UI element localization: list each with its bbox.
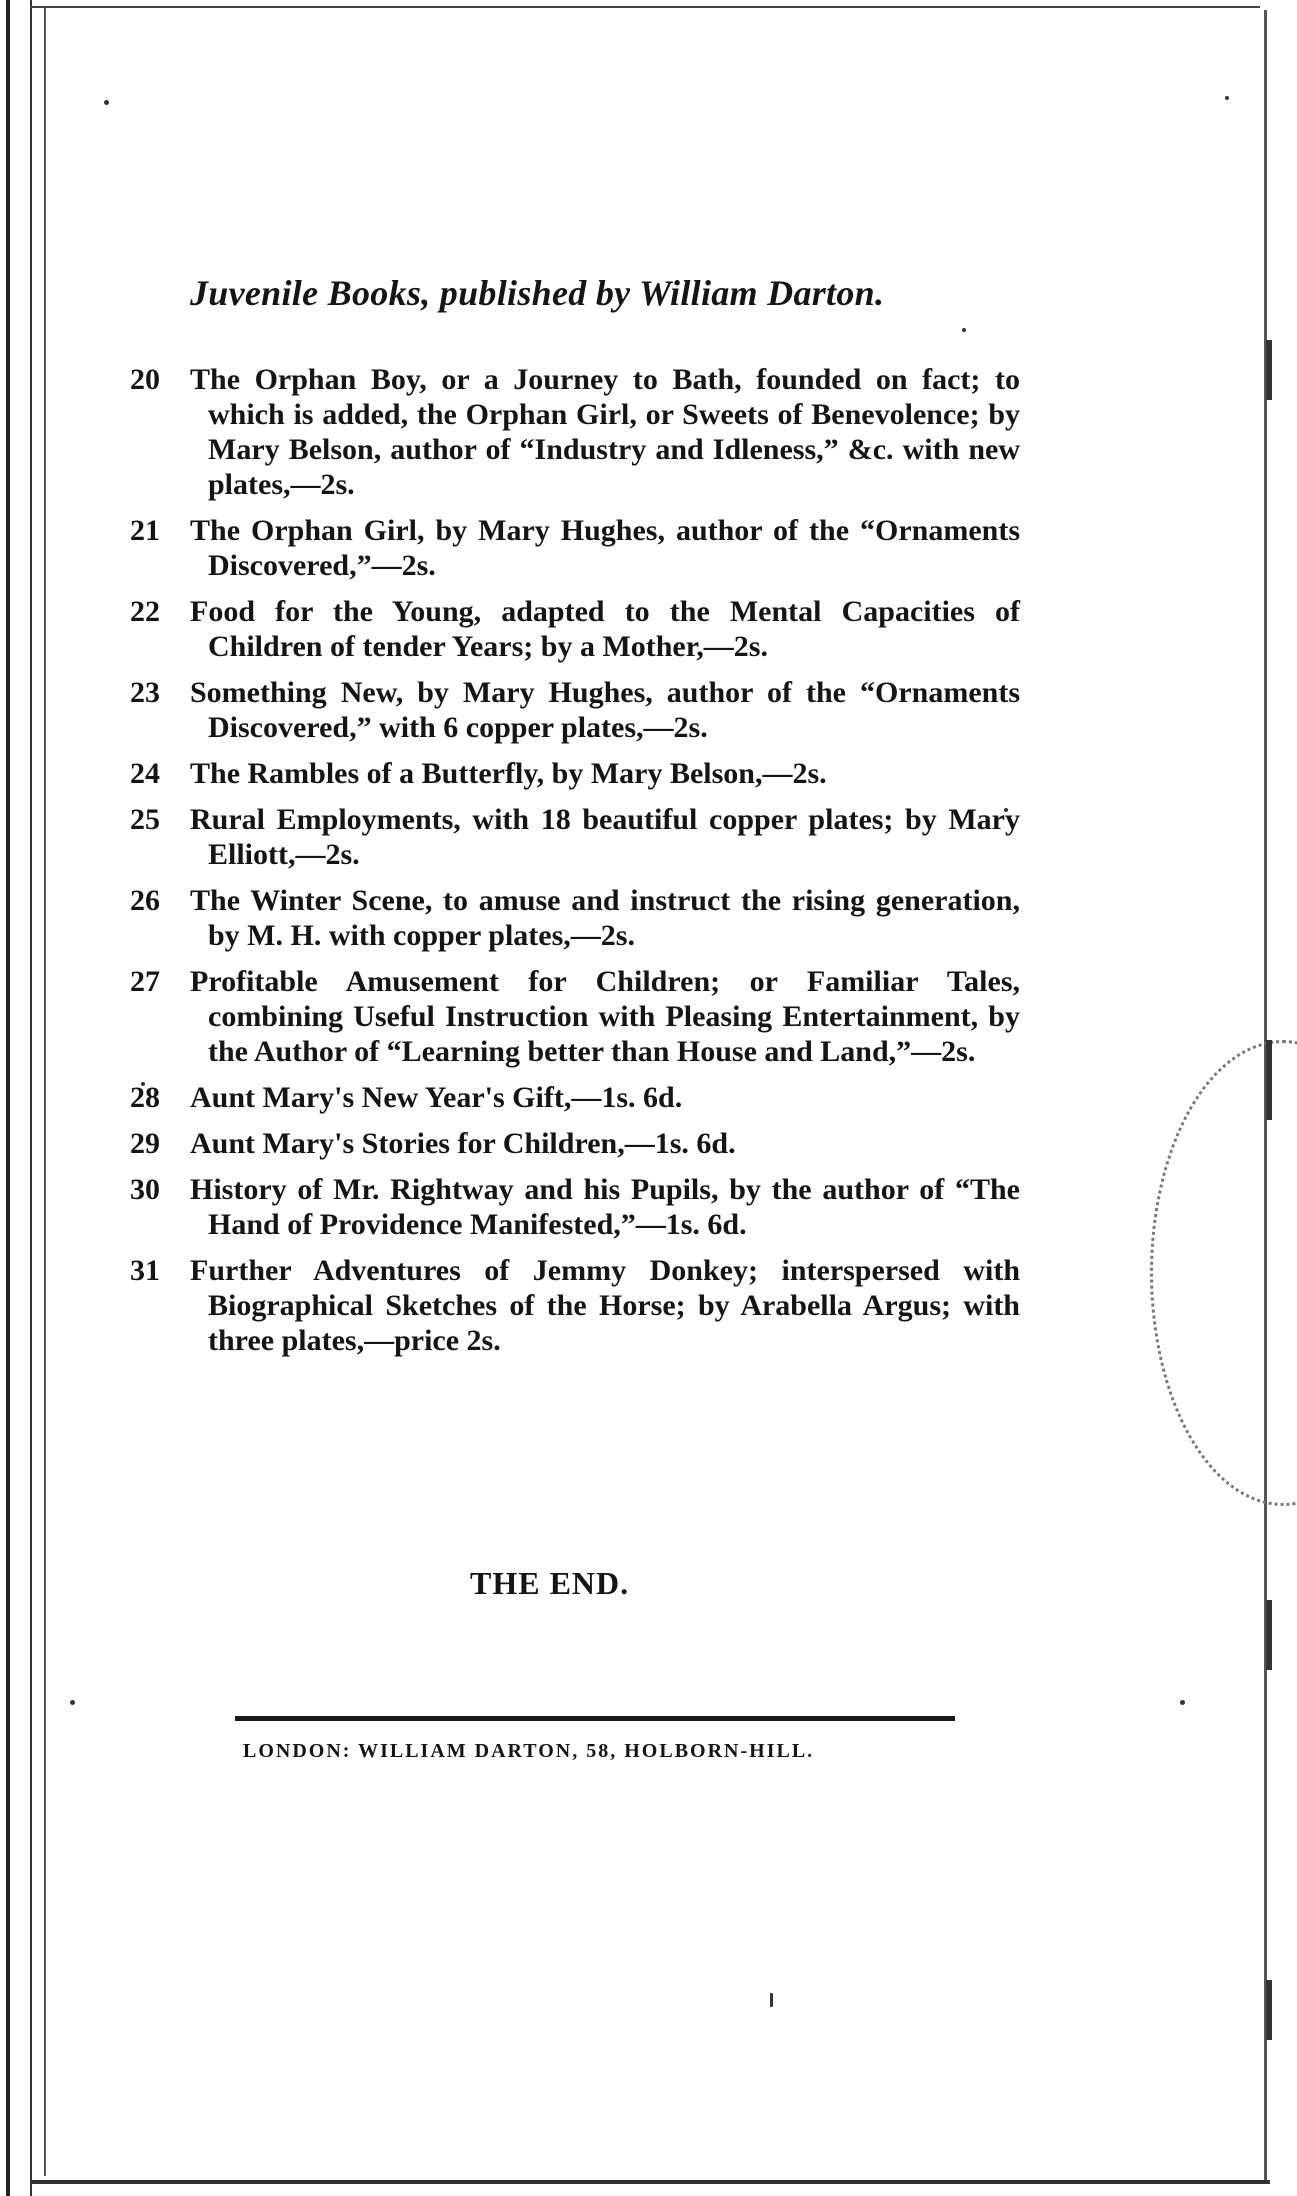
entry-number: 26	[130, 884, 160, 917]
ink-speck	[70, 1700, 75, 1705]
show-through-arc	[1150, 1040, 1297, 1506]
catalog-entry	[130, 756, 1020, 791]
catalog-entry	[130, 594, 1020, 664]
catalog-entry	[130, 964, 1020, 1069]
edge-mark	[1266, 1040, 1272, 1120]
entry-text: History of Mr. Rightway and his Pupils, by the author of “The Hand of Providence Manifested,”—1s. 6d.	[190, 1173, 1020, 1241]
entry-text: The Rambles of a Butterfly, by Mary Belson,—2s.	[190, 757, 827, 790]
edge-mark	[1266, 1980, 1272, 2040]
entry-text: Aunt Mary's New Year's Gift,—1s. 6d.	[190, 1081, 683, 1114]
entry-number: 21	[130, 514, 160, 547]
catalog-entry	[130, 883, 1020, 953]
entry-number: 30	[130, 1173, 160, 1206]
entry-number: 25	[130, 803, 160, 836]
the-end-label: THE END.	[470, 1565, 630, 1601]
edge-mark	[1266, 340, 1272, 400]
entry-number: 23	[130, 676, 160, 709]
catalog-entry	[130, 1126, 1020, 1161]
catalog-entry	[130, 362, 1020, 502]
entry-text: Something New, by Mary Hughes, author of the “Ornaments Discovered,” with 6 copper plates,—2s.	[190, 676, 1020, 744]
catalog-entry	[130, 675, 1020, 745]
entry-text: Rural Employments, with 18 beautiful copper plates; by Mary Elliott,—2s.	[190, 803, 1020, 871]
ink-speck	[962, 328, 966, 332]
left-inner-rule	[44, 6, 46, 2176]
top-edge	[30, 6, 1260, 8]
entry-number: 29	[130, 1127, 160, 1160]
entry-number: 22	[130, 595, 160, 628]
ink-speck	[770, 1993, 773, 2007]
entry-text: Aunt Mary's Stories for Children,—1s. 6d.	[190, 1127, 736, 1160]
publisher-imprint: LONDON: WILLIAM DARTON, 58, HOLBORN-HILL.	[243, 1740, 815, 1762]
entry-number: 31	[130, 1254, 160, 1287]
catalog-entry	[130, 802, 1020, 872]
entry-text: Food for the Young, adapted to the Mental Capacities of Children of tender Years; by a Mother,—2s.	[190, 595, 1020, 663]
entry-number: 20	[130, 363, 160, 396]
catalog-entry	[130, 1080, 1020, 1115]
entry-text: The Orphan Girl, by Mary Hughes, author of the “Ornaments Discovered,”—2s.	[190, 514, 1020, 582]
entry-text: The Winter Scene, to amuse and instruct the rising generation, by M. H. with copper plates,—2s.	[190, 884, 1020, 952]
catalog-entry	[130, 513, 1020, 583]
entry-text: Further Adventures of Jemmy Donkey; interspersed with Biographical Sketches of the Horse; by Arabella Argus; with three plates,—price 2s.	[190, 1254, 1020, 1357]
ink-speck	[1225, 96, 1229, 100]
edge-mark	[1266, 1600, 1272, 1670]
catalog-entry	[130, 1253, 1020, 1358]
bottom-edge	[30, 2180, 1270, 2184]
book-catalog-list	[130, 362, 1020, 1369]
catalog-heading: Juvenile Books, published by William Darton.	[190, 273, 885, 313]
left-binding-edge	[6, 0, 32, 2196]
entry-number: 27	[130, 965, 160, 998]
catalog-entry	[130, 1172, 1020, 1242]
imprint-rule	[235, 1716, 955, 1721]
entry-number: 24	[130, 757, 160, 790]
ink-speck	[1180, 1700, 1185, 1705]
entry-number: 28	[130, 1081, 160, 1114]
entry-text: Profitable Amusement for Children; or Familiar Tales, combining Useful Instruction with Pleasing Entertainment, by the Author of “Learning better than House and Land,”—2s.	[190, 965, 1020, 1068]
entry-text: The Orphan Boy, or a Journey to Bath, founded on fact; to which is added, the Orphan Girl, or Sweets of Benevolence; by Mary Belson, author of “Industry and Idleness,” &c. with new plates,—2s.	[190, 363, 1020, 501]
ink-speck	[104, 100, 109, 105]
